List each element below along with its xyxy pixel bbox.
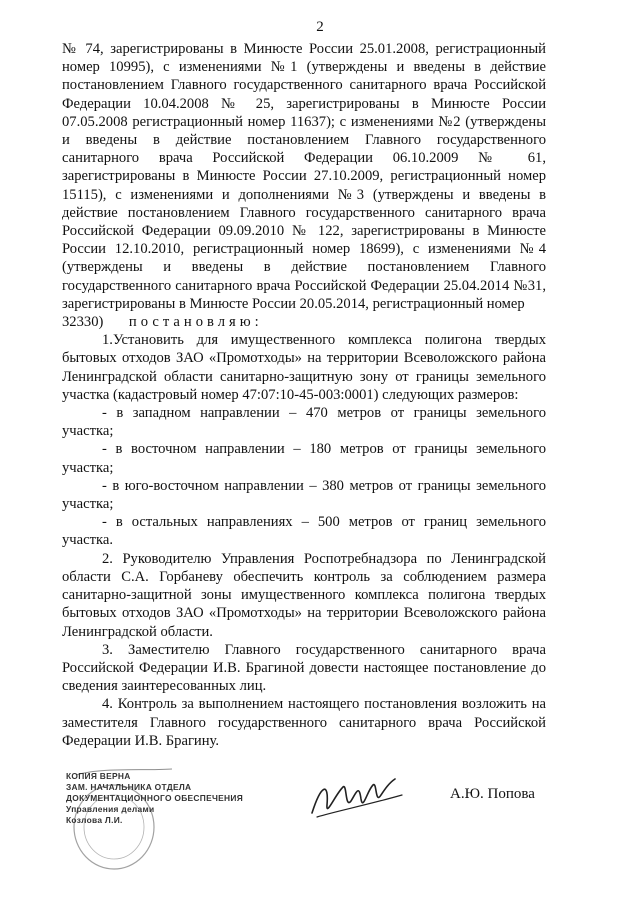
preamble-line: регистрационный номер 18699), с изменениями №4 (утверждены и	[62, 241, 547, 276]
stamp-line: Управления делами	[66, 804, 155, 814]
preamble-line: Российской Федерации 10.04.2008 № 25, зарегистрированы в	[62, 77, 546, 112]
preamble-paragraph	[62, 40, 546, 313]
clause-2: 2. Руководителю Управления Роспотребнадзора по Ленинградской области С.А. Горбаневу обеспечить контроль за соблюдением размера санитарно-защитной зоны имущественного комплекса полигона твердых бытовых отходов ЗАО «Промотходы» на территории Всеволожского района Ленинградской области.	[62, 550, 546, 640]
page-number: 2	[316, 19, 324, 35]
preamble-line: Минюсте России 07.05.2008 регистрационный номер 11637); с	[62, 95, 547, 130]
clause-3: 3. Заместителю Главного государственного санитарного врача Российской Федерации И.В. Брагиной довести настоящее постановление до сведения заинтересованных лиц.	[62, 641, 546, 695]
stamp-line: КОПИЯ ВЕРНА	[66, 771, 131, 781]
clause-4: 4. Контроль за выполнением настоящего постановления возложить на заместителя Главного государственного санитарного врача Российской Федерации И.В. Брагину.	[62, 696, 546, 749]
clause-1-item: - в западном направлении – 470 метров от границы земельного участка;	[62, 405, 546, 440]
clause-1-intro: 1.Установить для имущественного комплекса полигона твердых бытовых отходов ЗАО «Промотходы» на территории Всеволожского района Ленинградской области санитарно-защитную зону от границы земельного участка (кадастровый номер 47:07:10-45-003:0001) следующих размеров:	[62, 332, 546, 403]
signer-name: А.Ю. Попова	[450, 786, 535, 802]
preamble-line: государственного санитарного врача Российской Федерации	[62, 204, 546, 240]
preamble-line: (утверждены и введены в действие постановлением Главного	[62, 186, 547, 221]
decree-line	[62, 313, 546, 331]
preamble-line: санитарного врача Российской Федерации 25.04.2014 №31,	[175, 277, 546, 294]
preamble-line: регистрационный номер 15115), с изменениями и дополнениями №3	[62, 168, 546, 203]
preamble-line: изменениями №2 (утверждены и введены в действие постановлением	[62, 113, 546, 149]
clause-1-item: - в остальных направлениях – 500 метров от границ земельного участка.	[62, 514, 546, 549]
clause-1-item: - в восточном направлении – 180 метров от границы земельного участка;	[62, 441, 546, 476]
preamble-line: 09.09.2010 № 122, зарегистрированы в Минюсте России 12.10.2010,	[62, 223, 547, 258]
handwritten-signature-icon	[307, 765, 407, 835]
stamp-line: Козлова Л.И.	[66, 815, 123, 825]
copy-certified-stamp	[62, 765, 244, 860]
preamble-line: зарегистрированы в Минюсте России 20.05.2014, регистрационный номер	[62, 295, 525, 312]
preamble-line: 06.10.2009 № 61, зарегистрированы в Минюсте России 27.10.2009,	[62, 150, 546, 185]
preamble-line: Главного государственного санитарного врача Российской Федерации	[62, 132, 546, 167]
document-body	[62, 40, 546, 750]
stamp-line: ЗАМ. НАЧАЛЬНИКА ОТДЕЛА	[66, 782, 192, 792]
preamble-line: постановлением Главного государственного санитарного врача	[62, 77, 475, 94]
registration-number-tail: 32330)	[62, 314, 104, 331]
signature-area	[62, 765, 562, 885]
preamble-line: номер 10995), с изменениями №1 (утверждены и введены в действие	[62, 59, 546, 76]
stamp-text	[66, 771, 244, 826]
decree-word: постановляю:	[128, 314, 263, 331]
preamble-line: введены в действие постановлением Главного государственного	[62, 259, 546, 294]
clause-1-item: - в юго-восточном направлении – 380 метров от границы земельного участка;	[62, 477, 546, 513]
stamp-line: ДОКУМЕНТАЦИОННОГО ОБЕСПЕЧЕНИЯ	[66, 793, 244, 803]
preamble-line: № 74, зарегистрированы в Минюсте России 25.01.2008, регистрационный	[62, 41, 546, 57]
